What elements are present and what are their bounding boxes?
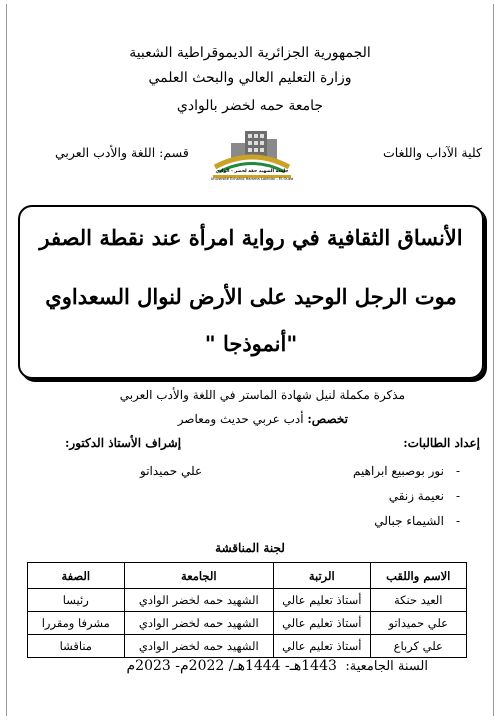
student-name-3: [374, 514, 460, 528]
committee-table: [27, 562, 467, 658]
student-name: نور بوصبيع ابراهيم: [353, 464, 444, 478]
thesis-title-line-3: "أنموذجا ": [204, 331, 298, 356]
list-dash: -: [455, 464, 460, 478]
academic-year-value: 1443هـ- 1444هـ/ 2022م- 2023م: [126, 658, 337, 674]
academic-year-label: السنة الجامعية:: [345, 659, 428, 674]
table-row: [28, 612, 467, 635]
table-row: [28, 635, 467, 658]
supervisor-label: إشراف الأستاذ الدكتور:: [65, 436, 182, 450]
student-name: نعيمة زنقي: [388, 489, 444, 503]
university-logo: [207, 125, 297, 187]
faculty-name: كلية الآداب واللغات: [383, 145, 482, 160]
list-dash: -: [455, 489, 460, 503]
student-name: الشيماء جبالي: [374, 514, 444, 528]
left-border-line: [6, 4, 7, 716]
department-name: قسم: اللغة والأدب العربي: [55, 145, 189, 160]
specialization-value: أدب عربي حديث ومعاصر: [177, 412, 304, 426]
column-header-name: الاسم واللقب: [370, 563, 466, 589]
academic-year: [126, 658, 428, 674]
republic-name: الجمهورية الجزائرية الديموقراطية الشعبية: [129, 45, 371, 61]
member-rank: أستاذ تعليم عالي: [274, 635, 370, 658]
column-header-rank: الرتبة: [274, 563, 370, 589]
member-name: علي حميداتو: [370, 612, 466, 635]
member-university: الشهيد حمه لخضر الوادي: [124, 612, 274, 635]
specialization-label: تخصص:: [307, 412, 348, 426]
member-rank: أستاذ تعليم عالي: [274, 612, 370, 635]
students-label: إعداد الطالبات:: [403, 436, 480, 450]
member-name: علي كرباع: [370, 635, 466, 658]
thesis-title-line-1: الأنساق الثقافية في رواية امرأة عند نقطة الصفر: [39, 225, 463, 250]
list-dash: -: [455, 514, 460, 528]
logo-latin-text: Université Echahid Hamma Lakhdar - El-Oued: [210, 177, 294, 181]
member-role: مناقشا: [28, 635, 125, 658]
ministry-name: وزارة التعليم العالي والبحث العلمي: [148, 70, 352, 86]
member-role: رئيسا: [28, 589, 125, 612]
member-rank: أستاذ تعليم عالي: [274, 589, 370, 612]
thesis-title-line-2: موت الرجل الوحيد على الأرض لنوال السعداوي: [45, 284, 457, 309]
table-row: [28, 589, 467, 612]
title-box: [18, 205, 484, 379]
logo-arabic-text: جامعة الشهيد حمّه لخضر - الوادي: [215, 169, 289, 174]
column-header-role: الصفة: [28, 563, 125, 589]
column-header-university: الجامعة: [124, 563, 274, 589]
member-university: الشهيد حمه لخضر الوادي: [124, 589, 274, 612]
university-name: جامعة حمه لخضر بالوادي: [176, 98, 324, 114]
specialization: [178, 412, 348, 426]
member-university: الشهيد حمه لخضر الوادي: [124, 635, 274, 658]
member-role: مشرفا ومقررا: [28, 612, 125, 635]
member-name: العيد حنكة: [370, 589, 466, 612]
right-border-line: [493, 4, 494, 716]
supervisor-name: علي حميداتو: [140, 464, 203, 478]
table-header-row: [28, 563, 467, 589]
student-name-2: [389, 489, 460, 503]
committee-title: لجنة المناقشة: [215, 541, 285, 555]
student-name-1: [353, 464, 460, 478]
memo-description: مذكرة مكملة لنيل شهادة الماستر في اللغة والأدب العربي: [119, 388, 405, 402]
